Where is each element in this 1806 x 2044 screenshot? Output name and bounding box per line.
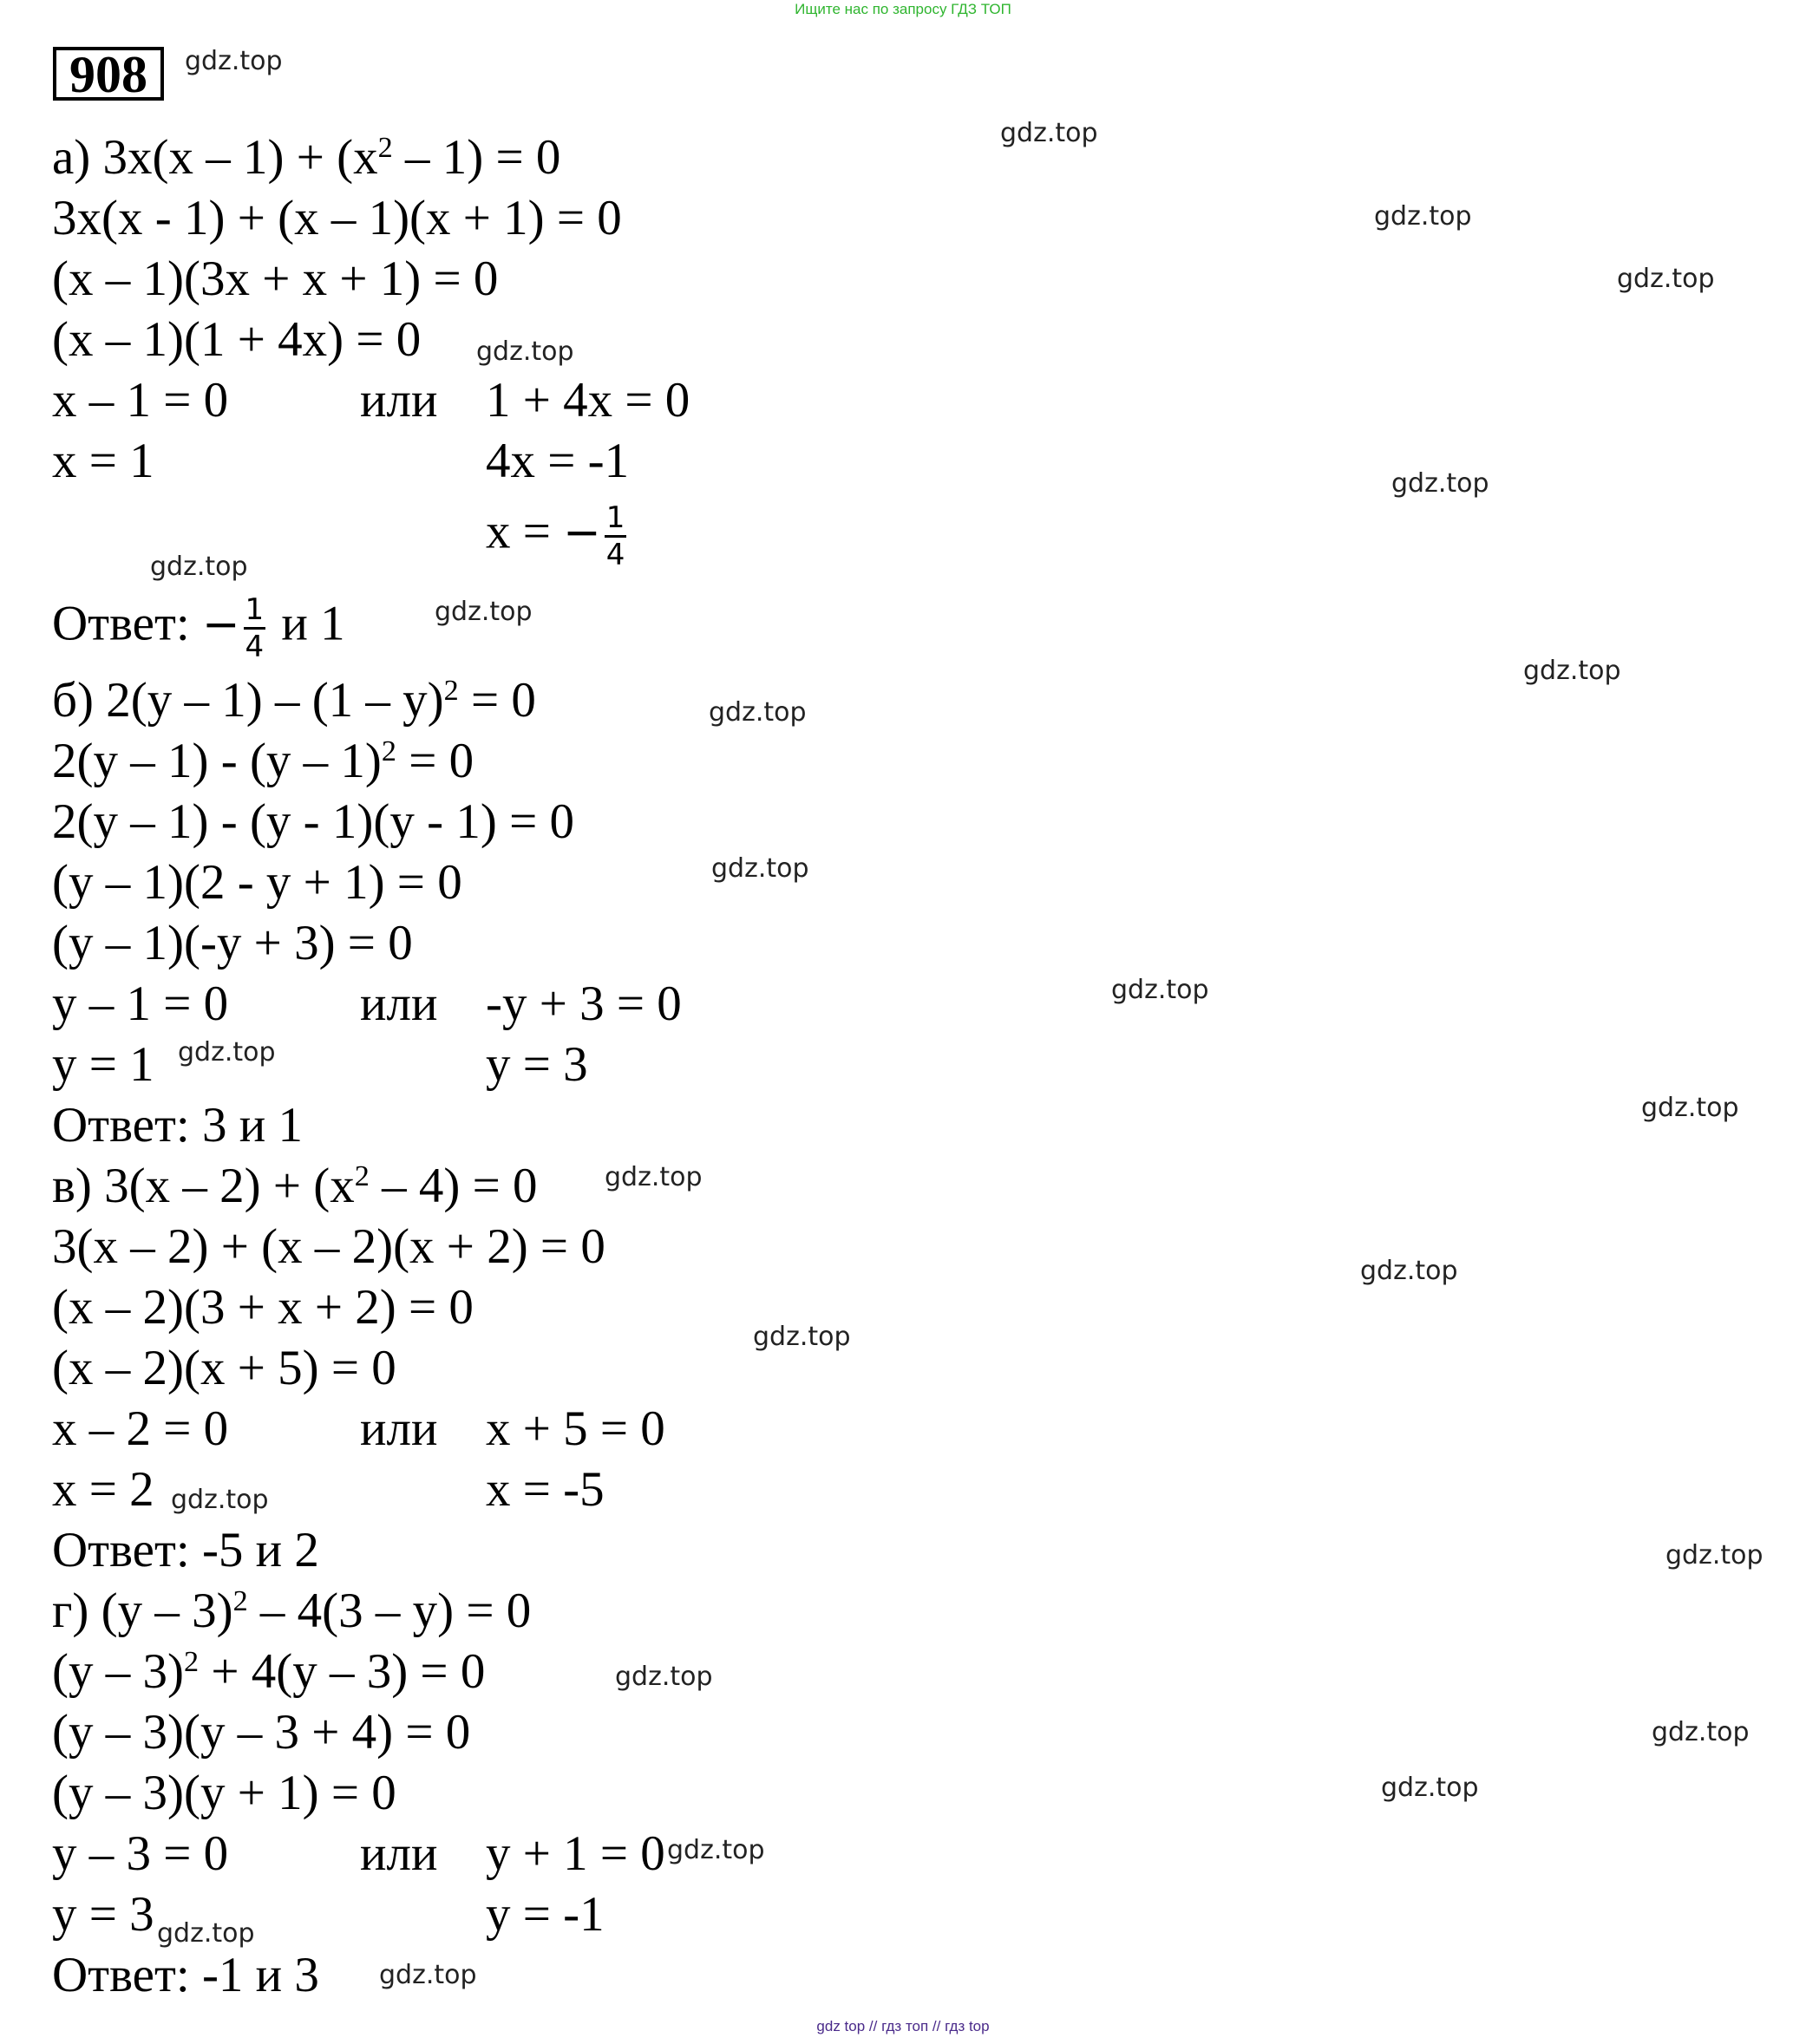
part-g-line-1: [52, 1584, 531, 1639]
part-b-line-7-left: y = 1: [52, 1037, 154, 1092]
part-b-line-2-a: 2(y – 1) - (y – 1): [52, 734, 382, 788]
part-v-line-3: (x – 2)(3 + x + 2) = 0: [52, 1280, 474, 1335]
part-g-line-5: [52, 1826, 665, 1882]
part-a-line-6-left: x = 1: [52, 434, 154, 488]
watermark: gdz.top: [185, 46, 283, 76]
part-b-line-5: (y – 1)(-y + 3) = 0: [52, 916, 413, 970]
part-a-line-5-left: x – 1 = 0: [52, 373, 229, 428]
part-v-line-6-left: x = 2: [52, 1462, 154, 1517]
watermark: gdz.top: [1652, 1717, 1750, 1747]
part-b-line-2-b: = 0: [396, 734, 474, 788]
watermark: gdz.top: [605, 1162, 703, 1192]
part-v-line-1-a: в) 3(x – 2) + (x: [52, 1159, 355, 1213]
part-b-line-6-left: y – 1 = 0: [52, 976, 229, 1031]
part-b-line-1-a: б) 2(y – 1) – (1 – y): [52, 673, 444, 728]
part-g-line-2-a: (y – 3): [52, 1644, 184, 1699]
exponent: 2: [183, 1646, 200, 1679]
watermark: gdz.top: [476, 336, 574, 367]
fraction-denominator: 4: [605, 538, 625, 572]
watermark: gdz.top: [379, 1960, 477, 1990]
part-a-line-2: 3x(x - 1) + (x – 1)(x + 1) = 0: [52, 191, 622, 245]
part-g-line-1-a: г) (y – 3): [52, 1584, 233, 1638]
part-b-answer: Ответ: 3 и 1: [52, 1098, 303, 1153]
or-word: или: [360, 1401, 438, 1456]
minus-sign: −: [563, 506, 601, 559]
part-g-line-5-right: y + 1 = 0: [486, 1826, 665, 1881]
part-a-line-1-b: – 1) = 0: [392, 130, 561, 185]
part-b-line-7-right: y = 3: [486, 1037, 588, 1092]
part-b-line-2: [52, 734, 474, 789]
part-g-line-2-b: + 4(y – 3) = 0: [199, 1644, 486, 1699]
part-v-line-1-b: – 4) = 0: [369, 1159, 538, 1213]
part-a-line-4: (x – 1)(1 + 4x) = 0: [52, 312, 422, 367]
part-b-line-4: (y – 1)(2 - y + 1) = 0: [52, 855, 462, 910]
part-b-line-6-right: -y + 3 = 0: [486, 976, 682, 1031]
part-a-line-1: [52, 130, 560, 186]
part-g-line-3: (y – 3)(y – 3 + 4) = 0: [52, 1705, 471, 1760]
fraction-numerator: 1: [605, 503, 627, 538]
watermark: gdz.top: [667, 1835, 765, 1865]
or-word: или: [360, 976, 438, 1031]
exponent: 2: [232, 1585, 248, 1618]
part-g-line-2: [52, 1644, 485, 1700]
watermark: gdz.top: [150, 552, 248, 582]
exponent: 2: [354, 1160, 370, 1193]
part-v-line-5-right: x + 5 = 0: [486, 1401, 665, 1456]
part-a-line-6-right: 4x = -1: [486, 434, 630, 488]
part-b-line-1: [52, 673, 536, 728]
part-a-answer-prefix: Ответ:: [52, 596, 202, 651]
watermark: gdz.top: [1000, 118, 1098, 148]
part-a-line-5-right: 1 + 4x = 0: [486, 373, 690, 428]
watermark: gdz.top: [1641, 1093, 1739, 1123]
fraction-numerator: 1: [244, 595, 266, 630]
part-a-line-7: [486, 500, 630, 572]
exponent: 2: [377, 132, 393, 165]
watermark: gdz.top: [435, 597, 533, 627]
minus-sign: −: [201, 598, 240, 651]
part-v-line-1: [52, 1159, 537, 1214]
part-g-line-1-b: – 4(3 – y) = 0: [247, 1584, 532, 1638]
part-v-line-4: (x – 2)(x + 5) = 0: [52, 1341, 396, 1395]
exponent: 2: [443, 675, 459, 708]
fraction: [605, 500, 627, 572]
or-word: или: [360, 373, 438, 428]
watermark: gdz.top: [171, 1485, 269, 1515]
task-number: 908: [53, 47, 164, 101]
part-b-line-3: 2(y – 1) - (y - 1)(y - 1) = 0: [52, 794, 574, 849]
footer: gdz top // гдз топ // гдз top: [816, 2018, 990, 2034]
part-v-line-2: 3(x – 2) + (x – 2)(x + 2) = 0: [52, 1219, 605, 1274]
part-a-line-1-a: а) 3x(x – 1) + (x: [52, 130, 378, 185]
watermark: gdz.top: [1523, 656, 1621, 686]
top-banner: Ищите нас по запросу ГДЗ ТОП: [795, 1, 1011, 17]
part-a-line-3: (x – 1)(3x + x + 1) = 0: [52, 251, 499, 306]
part-g-line-6-left: y = 3: [52, 1887, 154, 1942]
exponent: 2: [381, 735, 397, 768]
watermark: gdz.top: [1381, 1773, 1479, 1803]
watermark: gdz.top: [1374, 201, 1472, 232]
part-v-line-6-right: x = -5: [486, 1462, 605, 1517]
part-v-line-5-left: x – 2 = 0: [52, 1401, 229, 1456]
watermark: gdz.top: [1360, 1256, 1458, 1286]
fraction-denominator: 4: [245, 630, 265, 664]
watermark: gdz.top: [615, 1662, 713, 1692]
watermark: gdz.top: [753, 1322, 851, 1352]
part-a-answer: [52, 592, 345, 664]
part-g-line-5-left: y – 3 = 0: [52, 1826, 229, 1881]
part-g-answer: Ответ: -1 и 3: [52, 1948, 319, 2002]
part-g-line-4: (y – 3)(y + 1) = 0: [52, 1766, 396, 1820]
part-v-answer: Ответ: -5 и 2: [52, 1523, 319, 1577]
fraction: [244, 592, 266, 664]
part-g-line-6-right: y = -1: [486, 1887, 605, 1942]
part-a-line-6: [52, 434, 630, 489]
part-b-line-1-b: = 0: [458, 673, 536, 728]
watermark: gdz.top: [709, 697, 807, 728]
part-a-line-5: [52, 373, 690, 428]
part-a-line-7-prefix: x =: [486, 504, 564, 559]
watermark: gdz.top: [1391, 468, 1489, 499]
watermark: gdz.top: [711, 853, 809, 884]
watermark: gdz.top: [1111, 975, 1209, 1005]
watermark: gdz.top: [1665, 1540, 1763, 1571]
watermark: gdz.top: [1617, 264, 1715, 294]
or-word: или: [360, 1826, 438, 1881]
part-v-line-5: [52, 1401, 665, 1457]
part-a-answer-suffix: и 1: [269, 596, 345, 651]
part-b-line-6: [52, 976, 682, 1032]
watermark: gdz.top: [157, 1918, 255, 1949]
watermark: gdz.top: [178, 1037, 276, 1068]
